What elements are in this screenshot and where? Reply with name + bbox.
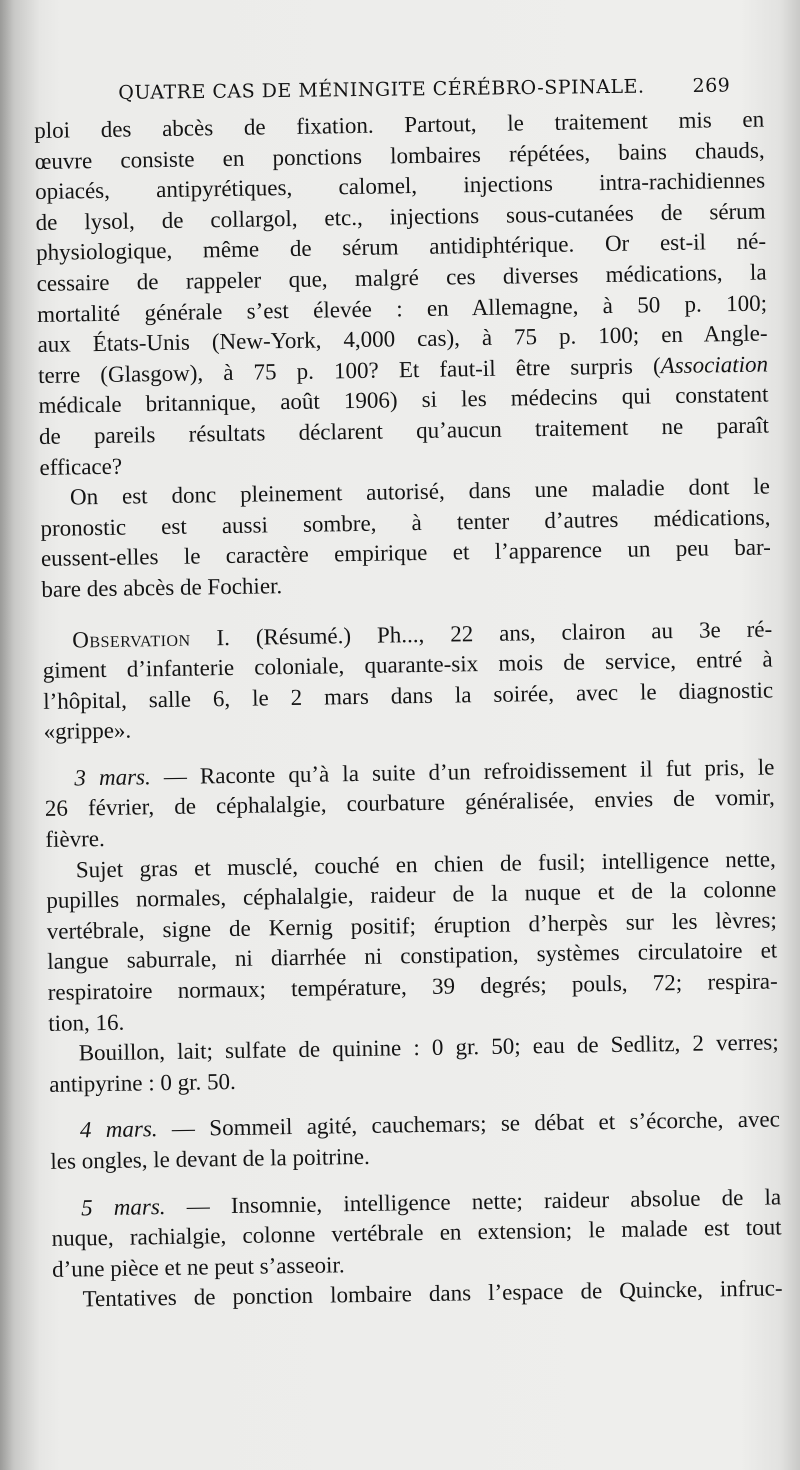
text-line: langue saburrale, ni diarrhée ni constipation, systèmes circulatoire et [47,937,778,975]
text-line: opiacés, antipyrétiques, calomel, injections intra-rachidiennes [34,167,766,205]
text-line: nuque, rachialgie, colonne vertébrale en extension; le malade est tout [51,1214,782,1252]
page-header [118,57,730,104]
text-line: pronostic est aussi sombre, à tenter d’autres médications, [40,504,771,541]
text-line: mortalité générale s’est élevée : en Allemagne, à 50 p. 100; [36,290,768,327]
text-fragment: — Sommeil agité, cauchemars; se débat et s’écorche, avec [157,1106,781,1142]
text-fragment: terre (Glasgow), à 75 p. 100? Et faut-il être surpris ( [37,352,661,388]
text-line: cessaire de rappeler que, malgré ces diverses médications, la [36,259,767,296]
text-line: respiratoire normaux; température, 39 degrés; pouls, 72; respira- [47,968,778,1005]
text-line: eussent-elles le caractère empirique et l’apparence un peu bar- [40,534,772,572]
text-line: vertébrale, signe de Kernig positif; éruption d’herpès sur les lèvres; [46,907,777,944]
running-title: QUATRE CAS DE MÉNINGITE CÉRÉBRO-SPINALE. [118,75,645,104]
text-line: antipyrine : 0 gr. 50. [49,1068,236,1097]
text-line: ploi des abcès de fixation. Partout, le traitement mis en [34,106,765,143]
text-line: œuvre consiste en ponctions lombaires répétées, bains chauds, [34,137,765,174]
text-line: de lysol, de collargol, etc., injections sous-cutanées de sérum [35,198,766,235]
text-line: 26 février, de céphalalgie, courbature généralisée, envies de vomir, [44,784,775,822]
text-line: Tentatives de ponction lombaire dans l’espace de Quincke, infruc- [82,1275,783,1312]
italic-fragment: Association [660,351,769,378]
entry-date: 3 mars. [74,764,151,791]
text-line: tion, 16. [48,1009,125,1036]
text-line: d’une pièce et ne peut s’asseoir. [51,1252,345,1282]
entry-date: 5 mars. [80,1193,166,1220]
text-line: Sujet gras et musclé, couché en chien de fusil; intelligence nette, [75,846,776,883]
text-line: giment d’infanterie coloniale, quarante-six mois de service, entré à [42,646,773,684]
text-line: les ongles, le devant de la poitrine. [50,1143,370,1174]
text-line: aux États-Unis (New-York, 4,000 cas), à 75 p. 100; en Angle- [37,320,768,358]
text-line: efficace? [39,453,123,480]
text-line: fièvre. [45,826,105,852]
text-line: «grippe». [43,717,132,745]
body-text [34,105,783,1316]
observation-label: Observation [72,625,191,652]
page-number: 269 [692,74,731,97]
text-line: bare des abcès de Fochier. [41,573,283,602]
text-line: physiologique, même de sérum antidiphtérique. Or est-il né- [35,228,767,266]
text-line: On est donc pleinement autorisé, dans une maladie dont le [69,473,771,510]
text-fragment: — Raconte qu’à la suite d’un refroidissement il fut pris, le [150,754,775,790]
text-fragment: I. (Résumé.) Ph..., 22 ans, clairon au 3e ré- [190,615,773,651]
text-line: de pareils résultats déclarent qu’aucun traitement ne paraît [38,412,770,449]
text-line: pupilles normales, céphalalgie, raideur de la nuque et de la colonne [46,876,777,914]
text-line: Bouillon, lait; sulfate de quinine : 0 gr. 50; eau de Sedlitz, 2 verres; [78,1029,779,1066]
text-line: médicale britannique, août 1906) si les médecins qui constatent [38,381,769,419]
text-fragment: — Insomnie, intelligence nette; raideur absolue de la [165,1183,782,1219]
entry-date: 4 mars. [79,1116,158,1143]
text-line: l’hôpital, salle 6, le 2 mars dans la soirée, avec le diagnostic [42,677,774,714]
